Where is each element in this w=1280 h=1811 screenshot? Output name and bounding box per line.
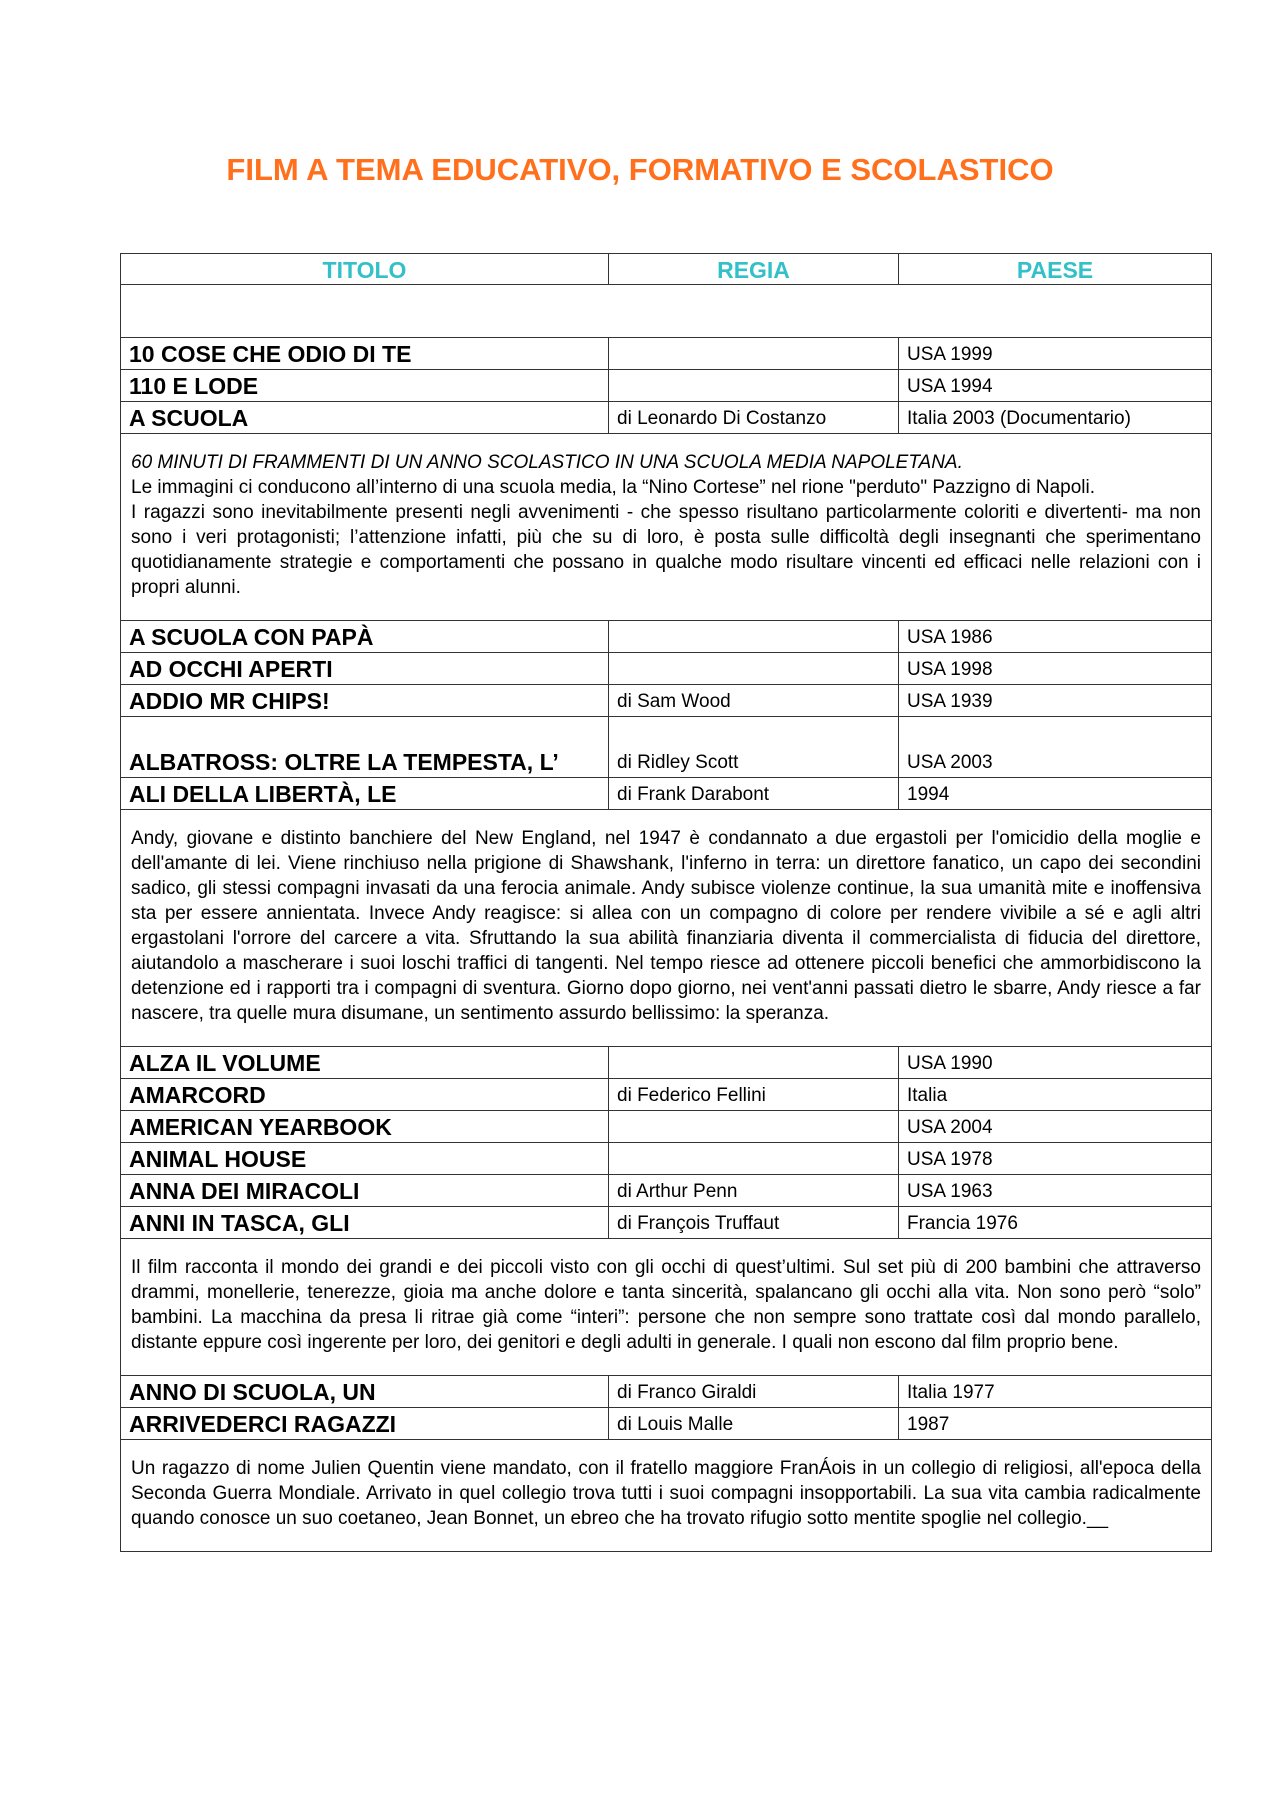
film-description: Un ragazzo di nome Julien Quentin viene mandato, con il fratello maggiore FranÁois in un collegio di religiosi, all'epoca della Seconda Guerra Mondiale. Arrivato in quel collegio trova tutti i suoi compagni insopportabili. La sua vita cambia radicalmente quando conosce un suo coetaneo, Jean Bonnet, un ebreo che ha trovato rifugio sotto mentite spoglie nel collegio.__	[121, 1440, 1212, 1552]
film-director: di Louis Malle	[609, 1408, 899, 1440]
table-row	[121, 1175, 1212, 1207]
table-row	[121, 1047, 1212, 1079]
table-row	[121, 1143, 1212, 1175]
description-paragraph: Le immagini ci conducono all’interno di una scuola media, la “Nino Cortese” nel rione "perduto" Pazzigno di Napoli.	[131, 477, 1096, 498]
table-header-row	[121, 254, 1212, 285]
film-director	[609, 338, 899, 370]
film-director: di Arthur Penn	[609, 1175, 899, 1207]
film-title: ALZA IL VOLUME	[121, 1047, 609, 1079]
film-country-year: USA 1999	[899, 338, 1212, 370]
film-title: 110 E LODE	[121, 370, 609, 402]
film-country-year: 1987	[899, 1408, 1212, 1440]
film-director	[609, 1143, 899, 1175]
table-row	[121, 621, 1212, 653]
film-country-year: Francia 1976	[899, 1207, 1212, 1239]
film-director: di Franco Giraldi	[609, 1376, 899, 1408]
film-description: Il film racconta il mondo dei grandi e dei piccoli visto con gli occhi di quest’ultimi. Sul set più di 200 bambini che attraverso drammi, monellerie, tenerezze, gioia ma anche dolore e tanta sincerità, spalancano gli occhi alla vita. Non sono però “solo” bambini. La macchina da presa li ritrae già come “interi”: persone che non sempre sono trattate così dal mondo parallelo, distante eppure così ingerente per loro, dei genitori e degli adulti in generale. I quali non escono dal film proprio bene.	[121, 1239, 1212, 1376]
table-row	[121, 402, 1212, 434]
film-director	[609, 653, 899, 685]
film-country-year: USA 1990	[899, 1047, 1212, 1079]
film-director: di Leonardo Di Costanzo	[609, 402, 899, 434]
film-director: di François Truffaut	[609, 1207, 899, 1239]
films-table	[120, 253, 1212, 1552]
table-row	[121, 370, 1212, 402]
description-paragraph: I ragazzi sono inevitabilmente presenti negli avvenimenti - che spesso risultano particolarmente coloriti e divertenti- ma non sono i veri protagonisti; l’attenzione infatti, più che su di loro, è posta sulle difficoltà degli insegnanti che sperimentano quotidianamente strategie e comportamenti che possano in qualche modo risultare vincenti ed efficaci nelle relazioni con i propri alunni.	[131, 502, 1201, 598]
description-row	[121, 810, 1212, 1047]
film-title: ALI DELLA LIBERTÀ, LE	[121, 778, 609, 810]
film-director	[609, 1047, 899, 1079]
header-paese: PAESE	[899, 254, 1212, 285]
table-row	[121, 1408, 1212, 1440]
film-country-year: USA 1994	[899, 370, 1212, 402]
film-title: ADDIO MR CHIPS!	[121, 685, 609, 717]
description-lead: 60 MINUTI DI FRAMMENTI DI UN ANNO SCOLASTICO IN UNA SCUOLA MEDIA NAPOLETANA.	[131, 452, 963, 473]
film-country-year: USA 1998	[899, 653, 1212, 685]
table-row	[121, 1111, 1212, 1143]
film-country-year: USA 1963	[899, 1175, 1212, 1207]
table-row	[121, 685, 1212, 717]
film-country-year: 1994	[899, 778, 1212, 810]
film-title: AD OCCHI APERTI	[121, 653, 609, 685]
film-director: di Sam Wood	[609, 685, 899, 717]
table-row	[121, 1079, 1212, 1111]
film-director	[609, 1111, 899, 1143]
header-titolo: TITOLO	[121, 254, 609, 285]
film-director: di Frank Darabont	[609, 778, 899, 810]
table-row	[121, 1376, 1212, 1408]
film-title: ANIMAL HOUSE	[121, 1143, 609, 1175]
film-country-year: USA 1939	[899, 685, 1212, 717]
table-row	[121, 778, 1212, 810]
film-director: di Federico Fellini	[609, 1079, 899, 1111]
film-country-year: USA 2004	[899, 1111, 1212, 1143]
film-director: di Ridley Scott	[609, 717, 899, 778]
table-row	[121, 653, 1212, 685]
film-title: ARRIVEDERCI RAGAZZI	[121, 1408, 609, 1440]
film-director	[609, 621, 899, 653]
table-row	[121, 1207, 1212, 1239]
film-title: 10 COSE CHE ODIO DI TE	[121, 338, 609, 370]
film-description	[121, 434, 1212, 621]
description-row	[121, 434, 1212, 621]
film-title: AMERICAN YEARBOOK	[121, 1111, 609, 1143]
film-country-year: Italia 2003 (Documentario)	[899, 402, 1212, 434]
table-row	[121, 338, 1212, 370]
table-row	[121, 717, 1212, 778]
description-row	[121, 1440, 1212, 1552]
film-description: Andy, giovane e distinto banchiere del New England, nel 1947 è condannato a due ergastoli per l'omicidio della moglie e dell'amante di lei. Viene rinchiuso nella prigione di Shawshank, l'inferno in terra: un direttore fanatico, un capo dei secondini sadico, gli stessi compagni invasati da una ferocia animale. Andy subisce violenze continue, la sua umanità mite e inoffensiva sta per essere annientata. Invece Andy reagisce: si allea con un compagno di colore per rendere vivibile a sé e agli altri ergastolani l'orrore del carcere a vita. Sfruttando la sua abilità finanziaria diventa il commercialista di fiducia del direttore, aiutandolo a mascherare i suoi loschi traffici di tangenti. Nel tempo riesce ad ottenere piccoli benefici che ammorbidiscono la detenzione ed i rapporti tra i compagni di sventura. Giorno dopo giorno, nei vent'anni passati dietro le sbarre, Andy riesce a far nascere, tra quelle mura disumane, un sentimento assurdo bellissimo: la speranza.	[121, 810, 1212, 1047]
film-director	[609, 370, 899, 402]
film-country-year: USA 1978	[899, 1143, 1212, 1175]
header-regia: REGIA	[609, 254, 899, 285]
film-title: ALBATROSS: OLTRE LA TEMPESTA, L’	[121, 717, 609, 778]
film-country-year: Italia	[899, 1079, 1212, 1111]
description-row	[121, 1239, 1212, 1376]
spacer-row	[121, 285, 1212, 338]
film-title: AMARCORD	[121, 1079, 609, 1111]
film-title: ANNO DI SCUOLA, UN	[121, 1376, 609, 1408]
film-country-year: Italia 1977	[899, 1376, 1212, 1408]
film-title: ANNA DEI MIRACOLI	[121, 1175, 609, 1207]
film-country-year: USA 2003	[899, 717, 1212, 778]
film-title: A SCUOLA CON PAPÀ	[121, 621, 609, 653]
page-title: FILM A TEMA EDUCATIVO, FORMATIVO E SCOLASTICO	[226, 152, 1054, 187]
film-title: A SCUOLA	[121, 402, 609, 434]
film-title: ANNI IN TASCA, GLI	[121, 1207, 609, 1239]
film-country-year: USA 1986	[899, 621, 1212, 653]
